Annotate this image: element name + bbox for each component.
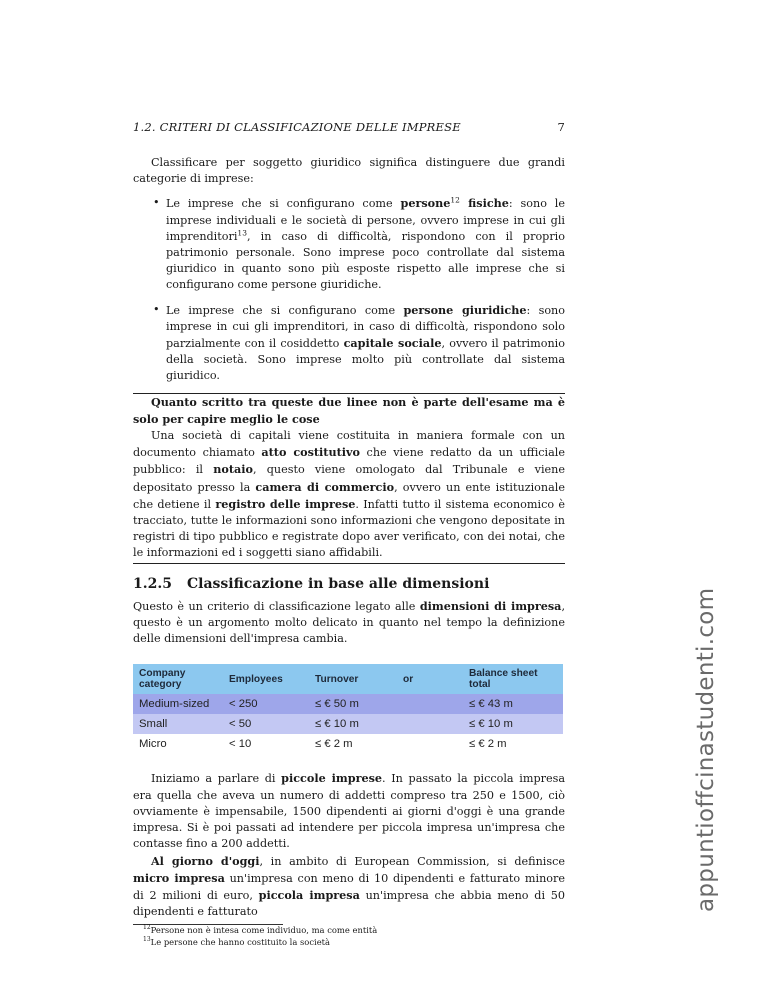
bullet-icon: •	[153, 196, 160, 210]
table-cell	[397, 734, 463, 754]
section-number: 1.2.5	[133, 575, 172, 592]
table-header-cell: Balance sheet total	[463, 664, 563, 694]
table-cell: ≤ € 10 m	[463, 714, 563, 734]
table-cell: < 250	[223, 694, 309, 714]
body	[133, 155, 565, 948]
table-cell: Micro	[133, 734, 223, 754]
bullet-list	[133, 195, 565, 384]
table-cell	[397, 694, 463, 714]
aside-box	[133, 394, 565, 562]
intro-paragraph: Classificare per soggetto giuridico significa distinguere due grandi categorie di imprese:	[133, 156, 565, 186]
table-cell: < 10	[223, 734, 309, 754]
paragraph-today: Al giorno d'oggi, in ambito di European Commission, si definisce micro impresa un'impresa con meno di 10 dipendenti e fatturato minore di 2 milioni di euro, piccola impresa un'impresa che abbia meno di 50 dipendenti e fatturato	[133, 853, 565, 919]
list-item-text: Le imprese che si configurano come	[166, 197, 401, 211]
table-cell: ≤ € 2 m	[463, 734, 563, 754]
table-row	[133, 734, 563, 754]
list-item-text: : sono imprese in cui gli imprenditori, in caso di difficoltà, rispondono solo parzialmente con il cosiddetto	[166, 303, 566, 351]
table-cell: ≤ € 43 m	[463, 694, 563, 714]
section-heading	[133, 576, 565, 592]
table-cell: Small	[133, 714, 223, 734]
term-bold: persone	[400, 196, 451, 211]
list-item-text: , in caso di difficoltà, rispondono con il proprio patrimonio personale. Sono imprese poco controllate dal sistema giuridico in quanto sono più esposte rispetto alle imprese che si configurano come persone giuridiche.	[166, 229, 565, 292]
term-bold: capitale sociale	[343, 336, 442, 351]
table-cell: ≤ € 2 m	[309, 734, 397, 754]
table-row	[133, 714, 563, 734]
table-cell: < 50	[223, 714, 309, 734]
bullet-icon: •	[153, 302, 160, 316]
table-cell: Medium-sized	[133, 694, 223, 714]
table-header-cell: or	[397, 664, 463, 694]
list-item	[133, 195, 565, 293]
list-item-text: : sono le imprese individuali e le società di persone, ovvero imprese in cui gli imprenditori	[166, 197, 565, 243]
footnote-ref: 12	[450, 195, 460, 205]
list-item-text: Le imprese che si configurano come	[166, 303, 404, 317]
watermark	[693, 587, 733, 912]
footnotes	[133, 925, 565, 948]
list-item	[133, 302, 565, 385]
footnote: $^{12}$Persone non è intesa come individuo, ma come entità	[143, 924, 378, 936]
section-title: Classificazione in base alle dimensioni	[187, 575, 490, 592]
term-bold: fisiche	[459, 196, 509, 211]
header-section-title: 1.2. CRITERI DI CLASSIFICAZIONE DELLE IMPRESE	[133, 120, 461, 134]
footnote-ref: 13	[237, 228, 247, 238]
table-header-cell: Turnover	[309, 664, 397, 694]
aside-bottom-rule	[133, 563, 565, 564]
aside-heading: Quanto scritto tra queste due linee non è parte dell'esame ma è solo per capire meglio le cose	[133, 394, 565, 426]
term-bold: persone giuridiche	[403, 302, 527, 317]
table-cell: ≤ € 10 m	[309, 714, 397, 734]
paragraph-small-firms: Iniziamo a parlare di piccole imprese. In passato la piccola impresa era quella che aveva un numero di addetti compreso tra 250 e 1500, ciò ovviamente è impensabile, 1500 dipendenti ai giorni d'oggi è una grande impresa. Si è poi passati ad intendere per piccola impresa un'impresa che contasse fino a 200 addetti.	[133, 771, 565, 851]
company-size-table	[133, 664, 563, 754]
table-cell	[397, 714, 463, 734]
table-header-cell: Company category	[133, 664, 223, 694]
watermark-text: appuntioffcinastudenti.com	[693, 587, 719, 912]
section-paragraph: Questo è un criterio di classificazione legato alle dimensioni di impresa, questo è un argomento molto delicato in quanto nel tempo la definizione delle dimensioni dell'impresa cambia.	[133, 598, 565, 646]
table-cell: ≤ € 50 m	[309, 694, 397, 714]
footnote: $^{13}$Le persone che hanno costituito la società	[143, 936, 331, 947]
table-header-cell: Employees	[223, 664, 309, 694]
table-header-row	[133, 664, 563, 694]
list-item-text: , ovvero il patrimonio della società. Sono imprese molto più controllate dal sistema giuridico.	[166, 337, 565, 383]
table-row	[133, 694, 563, 714]
page-number: 7	[557, 120, 565, 134]
running-header	[133, 120, 565, 134]
aside-paragraph: Una società di capitali viene costituita in maniera formale con un documento chiamato atto costitutivo che viene redatto da un ufficiale pubblico: il notaio, questo viene omologato dal Tribunale e viene depositato presso la camera di commercio, ovvero un ente istituzionale che detiene il registro delle imprese. Infatti tutto il sistema economico è tracciato, tutte le informazioni sono informazioni che vengono depositate in registri di tipo pubblico e registrate dopo aver verificato, con dei notai, che le informazioni ed i soggetti siano affidabili.	[133, 429, 566, 560]
